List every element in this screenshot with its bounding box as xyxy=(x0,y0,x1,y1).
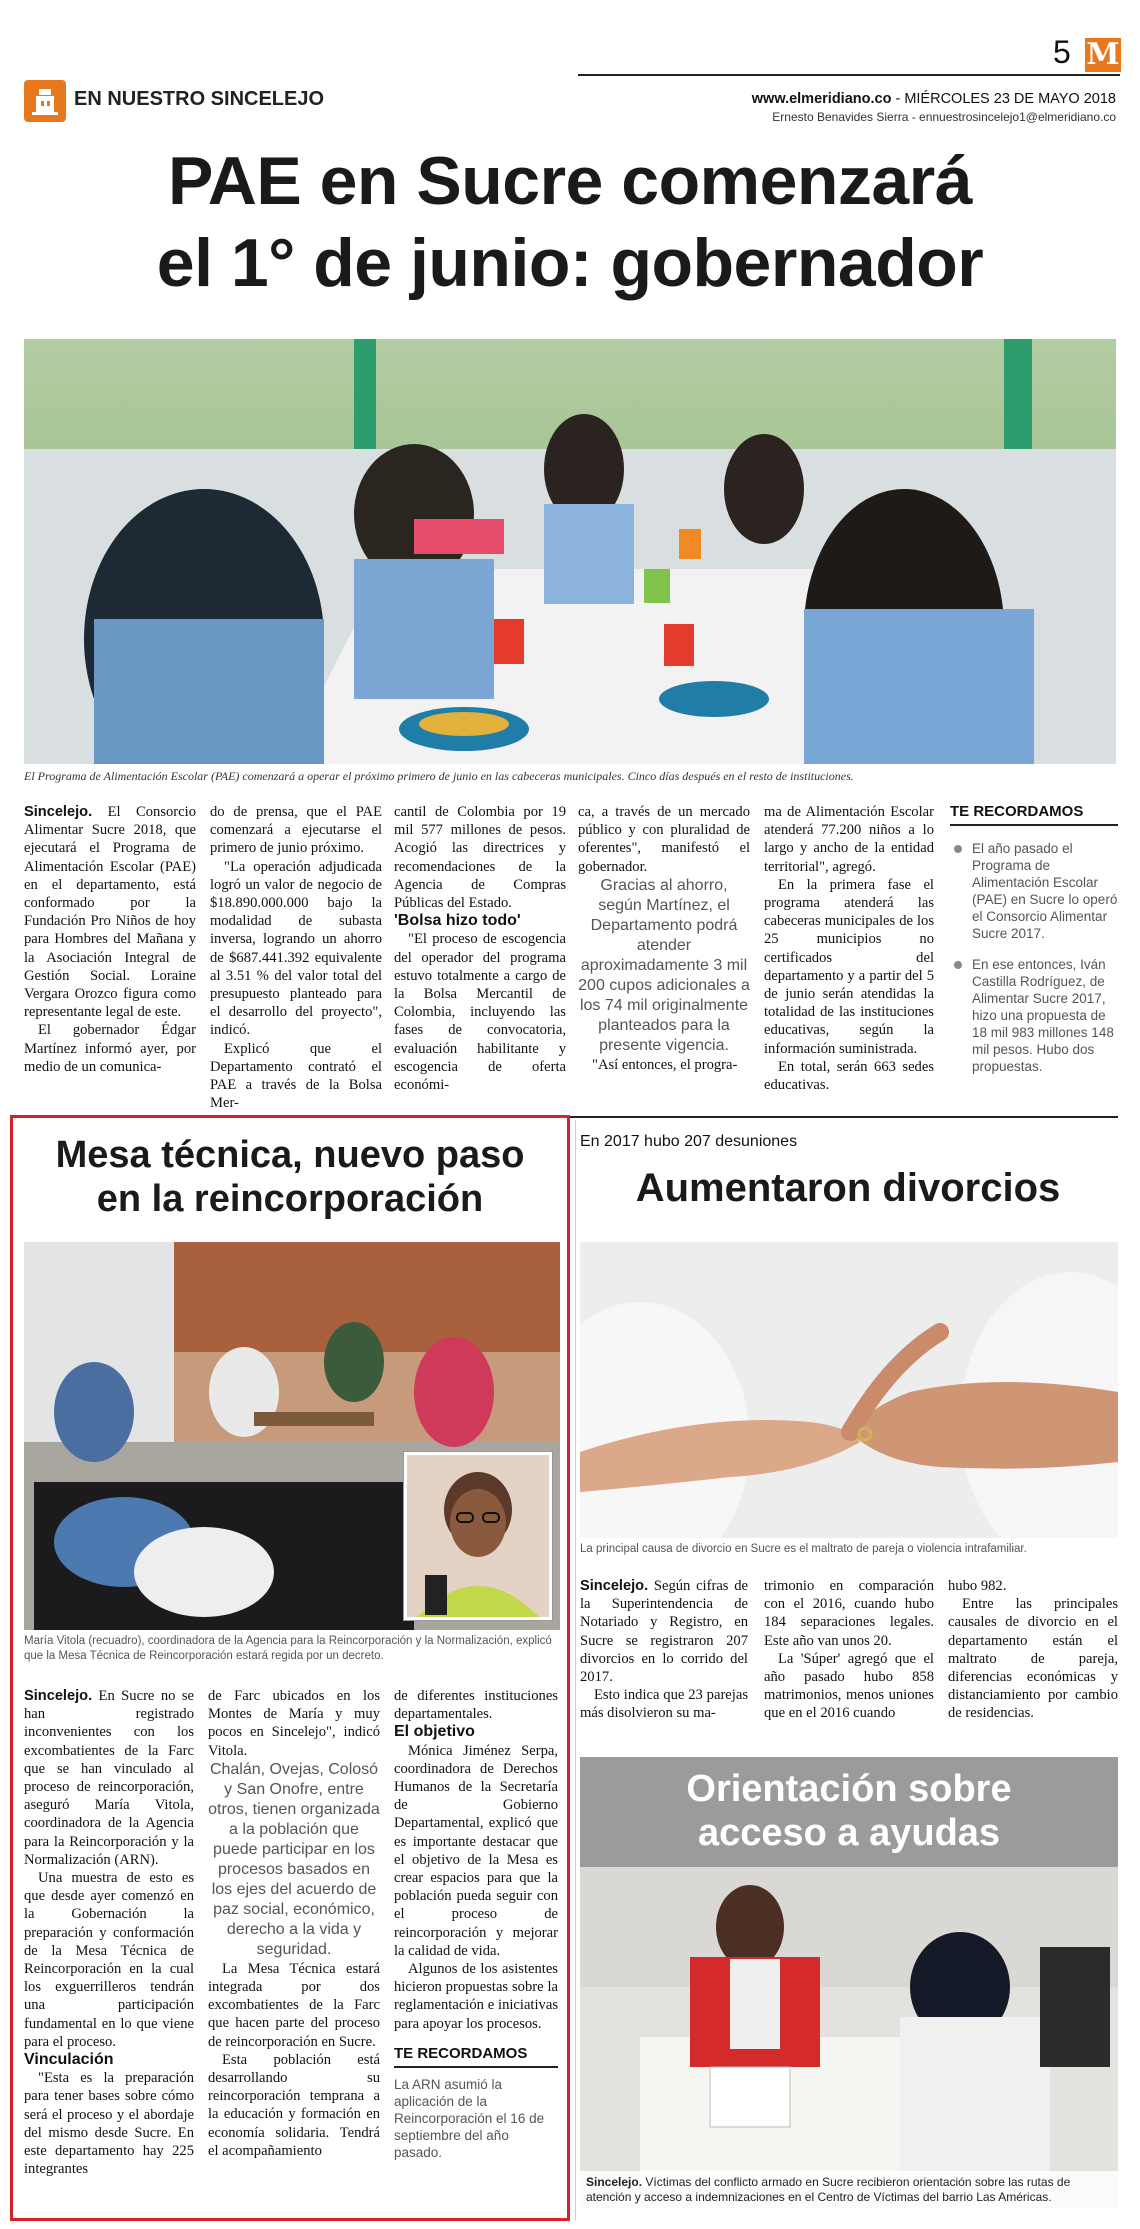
mesa-col3-p2: Mónica Jiménez Serpa, coordinadora de Derechos Humanos de la Secretaría de Gobierno Departamental, explicó que es importante destacar que el objetivo de la Mesa es crear espacios para que la población pueda seguir con el proceso de reincorporación y mejorar la calidad de vida. xyxy=(394,1742,558,1959)
mesa-col-3 xyxy=(394,1687,558,2161)
orientation-headline-line2: acceso a ayudas xyxy=(697,1812,1001,1854)
divorce-col2-p2: La 'Súper' agregó que el año pasado hubo 858 matrimonios, menos uniones que en el 2016 cuando xyxy=(764,1650,934,1722)
main-photo-caption: El Programa de Alimentación Escolar (PAE) comenzará a operar el próximo primero de junio en las cabeceras municipales. Cinco días después en el resto de instituciones. xyxy=(24,769,854,783)
website: www.elmeridiano.co xyxy=(751,91,892,107)
divorce-col-3 xyxy=(948,1577,1118,1723)
section-name: EN NUESTRO SINCELEJO xyxy=(74,88,325,110)
orientation-headline-line1: Orientación sobre xyxy=(686,1768,1012,1810)
divorce-col1-p2: Esto indica que 23 parejas más disolvieron su ma- xyxy=(580,1687,748,1722)
masthead-rule xyxy=(578,74,1120,76)
orientation-caption-lead: Sincelejo. xyxy=(586,2175,643,2189)
mesa-col3-p1: de diferentes instituciones departamentales. xyxy=(394,1688,558,1723)
main-headline xyxy=(0,140,1140,304)
divorce-photo-caption: La principal causa de divorcio en Sucre es el maltrato de pareja o violencia intrafamiliar. xyxy=(580,1543,1027,1555)
mesa-col3-subhead: El objetivo xyxy=(394,1723,475,1741)
divorce-col-2 xyxy=(764,1577,934,1723)
main-col3-p1: cantil de Colombia por 19 mil 577 millones de pesos. Acogió las directrices y recomendaciones de la Agencia de Compras Públicas del Estado. xyxy=(394,804,566,912)
main-col2-p1: do de prensa, que el PAE comenzará a ejecutarse el primero de junio próximo. xyxy=(210,804,382,857)
main-headline-line2: el 1° de junio: gobernador xyxy=(156,225,984,301)
victims-orientation-photo xyxy=(580,1867,1118,2209)
school-lunch-photo xyxy=(24,339,1116,764)
date: - MIÉRCOLES 23 DE MAYO 2018 xyxy=(891,91,1116,107)
main-col-2 xyxy=(210,803,382,1112)
main-col-1 xyxy=(24,803,196,1076)
mesa-sidebar-text: La ARN asumió la aplicación de la Reincorporación el 16 de septiembre del año pasado. xyxy=(394,2077,545,2161)
main-sidebar-item-2: En ese entonces, Iván Castilla Rodríguez, de Alimentar Sucre 2017, hizo una propuesta de 18 mil 983 millones 148 mil pesos. Hubo dos propuestas. xyxy=(950,956,1118,1075)
mesa-col3-p3: Algunos de los asistentes hicieron propuestas sobre la reglamentación e iniciativas para apoyar los procesos. xyxy=(394,1961,558,2032)
mesa-col-1 xyxy=(24,1687,194,2178)
logo-letter: M xyxy=(1086,37,1120,72)
main-lead: Sincelejo. xyxy=(24,804,93,820)
mesa-headline-line2: en la reincorporación xyxy=(96,1178,484,1220)
divorce-col3-p2: Entre las principales causales de divorcio en el departamento están el maltrato de pareja, diferencias económicas y distanciamiento por cambio de residencias. xyxy=(948,1596,1118,1722)
vertical-rule xyxy=(575,1120,576,2220)
logo xyxy=(1085,38,1121,72)
divorce-lead: Sincelejo. xyxy=(580,1578,649,1594)
divorce-col3-p1: hubo 982. xyxy=(948,1578,1007,1594)
mesa-pull-quote: Chalán, Ovejas, Colosó y San Onofre, entre otros, tienen organizada a la población que puede participar en los procesos basados en los ejes del acuerdo de paz social, económico, derecho a la vida y seguridad. xyxy=(208,1760,380,1958)
orientation-photo xyxy=(580,1867,1118,2209)
mesa-col2-p3: Esta población está desarrollando su reincorporación temprana a la educación y formación en economía solidaria. Tendrá el acompañamiento xyxy=(208,2051,380,2159)
main-col5-p2: En la primera fase el programa atenderá las cabeceras municipales de los 25 municipios no certificados del departamento y a partir del 5 de junio serán atendidas la totalidad de las instituciones educativas, según la información suministrada. xyxy=(764,876,934,1057)
main-col-5 xyxy=(764,803,934,1094)
mesa-col1-p1: En Sucre no se han registrado inconvenientes con los excombatientes de la Farc que se han vinculado al proceso de reincorporación, aseguró María Vitola, coordinadora de la Agencia para la Reincorporación y la Normalización (ARN). xyxy=(24,1688,194,1868)
divorce-col2-p1: trimonio en comparación con el 2016, cuando hubo 184 separaciones legales. Este año van unos 20. xyxy=(764,1578,934,1649)
hands-ring-photo xyxy=(580,1242,1118,1538)
main-sidebar-item-1: El año pasado el Programa de Alimentación Escolar (PAE) en Sucre lo operó el Consorcio Alimentar Sucre 2017. xyxy=(950,840,1118,942)
divorce-kicker: En 2017 hubo 207 desuniones xyxy=(580,1133,798,1150)
mesa-sidebar-title: TE RECORDAMOS xyxy=(394,2045,558,2068)
divorce-photo xyxy=(580,1242,1118,1538)
mesa-col2-p1: de Farc ubicados en los Montes de María y muy pocos en Sincelejo", indicó Vitola. xyxy=(208,1688,380,1759)
main-col1-p1: El Consorcio Alimentar Sucre 2018, que ejecutará el Programa de Alimentación Escolar (PAE) en el departamento, está conformado por la Fundación Pro Niños de hoy para Hombres del Mañana y la Asociación Integral de Gestión Social. Loraine Vergara Orozco figura como representante legal de este. xyxy=(24,804,196,1021)
mesa-col1-subhead: Vinculación xyxy=(24,2051,114,2069)
orientation-headline-box xyxy=(580,1757,1118,1867)
main-col5-p3: En total, serán 663 sedes educativas. xyxy=(764,1058,934,1094)
orientation-caption-text: Víctimas del conflicto armado en Sucre recibieron orientación sobre las rutas de atención y acceso a indemnizaciones en el Centro de Víctimas del barrio Las Américas. xyxy=(586,2175,1071,2204)
main-sidebar-title: TE RECORDAMOS xyxy=(950,803,1118,826)
main-col5-p1: ma de Alimentación Escolar atenderá 77.200 niños a lo largo y ancho de la entidad territorial", agregó. xyxy=(764,804,934,875)
portrait-photo xyxy=(407,1455,549,1617)
mesa-headline-line1: Mesa técnica, nuevo paso xyxy=(55,1134,525,1176)
divorce-col-1 xyxy=(580,1577,748,1723)
orientation-photo-caption xyxy=(580,2171,1118,2209)
main-sidebar xyxy=(950,803,1118,1089)
main-headline-line1: PAE en Sucre comenzará xyxy=(167,143,973,219)
editor-line: Ernesto Benavides Sierra - ennuestrosincelejo1@elmeridiano.co xyxy=(772,110,1116,124)
main-col-4 xyxy=(578,803,750,1074)
section-icon xyxy=(24,80,66,122)
page-number: 5 xyxy=(1053,34,1071,70)
mesa-headline xyxy=(20,1133,560,1221)
mesa-col1-p2: Una muestra de esto es que desde ayer comenzó en la Gobernación la preparación y conformación de la Mesa Técnica de Reincorporación en la cual los exguerrilleros tendrán una participación fundamental en lo que viene para el proceso. xyxy=(24,1870,194,2050)
main-col-3 xyxy=(394,803,566,1094)
main-col3-p2: "El proceso de escogencia del operador del programa estuvo totalmente a cargo de la Bolsa Mercantil de Colombia, incluyendo las fases de convocatoria, evaluación habilitante y escogencia de oferta económi- xyxy=(394,931,566,1094)
main-col3-subhead: 'Bolsa hizo todo' xyxy=(394,912,521,930)
mesa-col2-p2: La Mesa Técnica estará integrada por dos excombatientes de la Farc que hacen parte del proceso de reincorporación en Sucre. xyxy=(208,1960,380,2050)
main-col2-p2: "La operación adjudicada logró un valor de negocio de $18.890.000.000 bajo la modalidad de subasta inversa, logrando un ahorro de $687.441.392 equivalente al 3.51 % del valor total del presupuesto planteado para el desarrollo del proyecto", indicó. xyxy=(210,858,382,1039)
main-col2-p3: Explicó que el Departamento contrató el PAE a través de la Bolsa Mer- xyxy=(210,1040,382,1112)
divorce-col1-p1: Según cifras de la Superintendencia de Notariado y Registro, en Sucre se registraron 207 divorcios en lo corrido del 2017. xyxy=(580,1578,748,1686)
main-col4-p1: ca, a través de un mercado público y con pluralidad de oferentes", manifestó el gobernador. xyxy=(578,804,750,875)
main-pull-quote: Gracias al ahorro, según Martínez, el Departamento podrá atender aproximadamente 3 mil 200 cupos adicionales a los 74 mil originalmente planteados para la presente vigencia. xyxy=(578,876,750,1054)
mesa-lead: Sincelejo. xyxy=(24,1688,93,1704)
mesa-photo-caption: María Vitola (recuadro), coordinadora de la Agencia para la Reincorporación y la Normalización, explicó que la Mesa Técnica de Reincorporación estará regida por un decreto. xyxy=(24,1635,552,1662)
main-col4-p2: "Así entonces, el progra- xyxy=(592,1056,738,1073)
building-icon xyxy=(24,80,66,122)
mesa-col-2 xyxy=(208,1687,380,2160)
inset-portrait xyxy=(404,1452,552,1620)
divorce-headline: Aumentaron divorcios xyxy=(635,1166,1061,1210)
main-photo xyxy=(24,339,1116,764)
mesa-col1-p3: "Esta es la preparación para tener bases sobre cómo será el proceso y el abordaje del mismo desde Sucre. En este departamento hay 225 integrantes xyxy=(24,2070,194,2178)
main-col1-p2: El gobernador Édgar Martínez informó ayer, por medio de un comunica- xyxy=(24,1022,196,1075)
website-date xyxy=(752,91,1116,107)
